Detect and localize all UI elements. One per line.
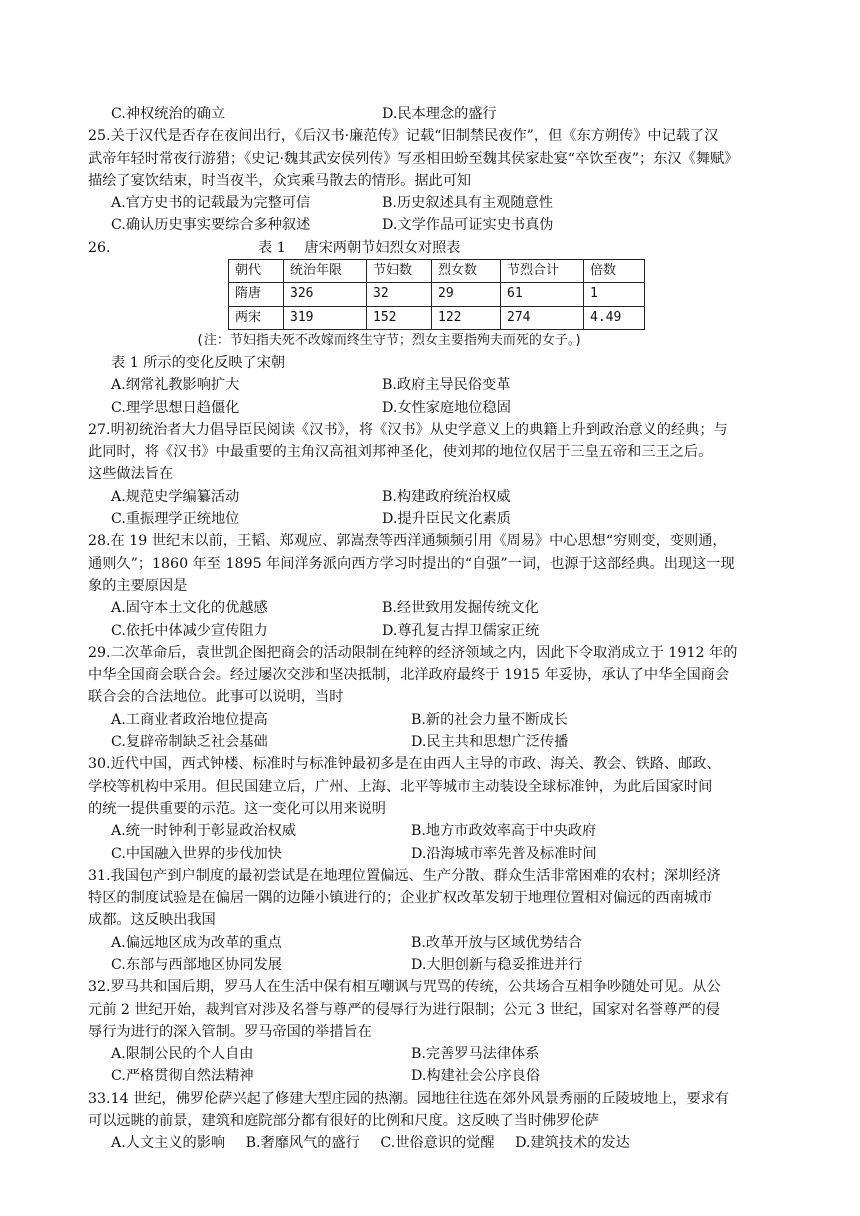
table-cell: 4.49 [584, 306, 645, 329]
q25-stem-line-3: 描绘了宴饮结束，时当夜半，众宾乘马散去的情形。据此可知 [88, 172, 472, 189]
q29-option-c[interactable]: C.复辟帝制缺乏社会基础 [111, 734, 268, 751]
q25-stem-line-1: 25.关于汉代是否存在夜间出行，《后汉书·廉范传》记载“旧制禁民夜作”，但《东方朔传》中记载了汉 [88, 128, 719, 145]
table-cell: 61 [501, 283, 584, 306]
question-31 [88, 865, 822, 976]
q25-option-b[interactable]: B.历史叙述具有主观随意性 [382, 195, 553, 212]
q25-option-d[interactable]: D.文学作品可证实史书真伪 [382, 217, 554, 234]
q25-option-a[interactable]: A.官方史书的记载最为完整可信 [111, 195, 311, 212]
q33-options [88, 1132, 822, 1154]
question-26 [88, 237, 822, 419]
table-cell: 两宋 [229, 306, 284, 329]
q27-stem-line-1: 27.明初统治者大力倡导臣民阅读《汉书》，将《汉书》从史学意义上的典籍上升到政治意义的经典；与 [88, 421, 728, 438]
table-header-row [229, 260, 645, 283]
table-header: 烈女数 [432, 260, 501, 283]
table-cell: 326 [284, 283, 367, 306]
q28-stem-line-3: 象的主要原因是 [88, 577, 188, 594]
question-32 [88, 976, 822, 1087]
q27-stem-line-2: 此同时，将《汉书》中最重要的主角汉高祖刘邦神圣化，使刘邦的地位仅居于三皇五帝和三王之后。 [88, 444, 713, 461]
q25-stem-line-2: 武帝年轻时常夜行游猎；《史记·魏其武安侯列传》写丞相田蚡至魏其侯家赴宴“卒饮至夜”；东汉《舞赋》 [88, 150, 739, 167]
table-caption: 表 1 唐宋两朝节妇烈女对照表 [258, 239, 461, 256]
q30-stem-line-1: 30.近代中国，西式钟楼、标准时与标准钟最初多是在由西人主导的市政、海关、教会、铁路、邮政、 [88, 756, 721, 773]
q30-option-c[interactable]: C.中国融入世界的步伐加快 [111, 845, 282, 862]
q32-stem-line-2: 元前 2 世纪开始，裁判官对涉及名誉与尊严的侵辱行为进行限制；公元 3 世纪，国家对名誉尊严的侵 [88, 1001, 720, 1018]
table-cell: 274 [501, 306, 584, 329]
q26-option-c[interactable]: C.理学思想日趋僵化 [111, 399, 240, 416]
table-cell: 152 [367, 306, 432, 329]
q31-stem-line-3: 成都。这反映出我国 [88, 912, 216, 929]
q24-options-cd [88, 103, 822, 125]
q32-option-d[interactable]: D.构建社会公序良俗 [411, 1068, 540, 1085]
q31-option-c[interactable]: C.东部与西部地区协同发展 [111, 956, 282, 973]
q26-option-a[interactable]: A.纲常礼教影响扩大 [111, 377, 240, 394]
q28-option-a[interactable]: A.固守本土文化的优越感 [111, 600, 268, 617]
q31-option-b[interactable]: B.改革开放与区域优势结合 [411, 934, 582, 951]
comparison-table [228, 259, 645, 330]
q32-stem-line-1: 32.罗马共和国后期，罗马人在生活中保有相互嘲讽与咒骂的传统，公共场合互相争吵随处可见。从公 [88, 979, 721, 996]
q32-option-c[interactable]: C.严格贯彻自然法精神 [111, 1068, 254, 1085]
table-note: (注：节妇指夫死不改嫁而终生守节；烈女主要指殉夫而死的女子。) [196, 332, 583, 348]
q27-option-a[interactable]: A.规范史学编纂活动 [111, 488, 240, 505]
table-row [229, 283, 645, 306]
q33-stem-line-2: 可以远眺的前景，建筑和庭院部分都有很好的比例和尺度。这反映了当时佛罗伦萨 [88, 1113, 599, 1130]
table-header: 节烈合计 [501, 260, 584, 283]
q33-option-b[interactable]: B.奢靡风气的盛行 [245, 1135, 360, 1152]
q29-stem-line-3: 联合会的合法地位。此事可以说明，当时 [88, 689, 344, 706]
table-cell: 122 [432, 306, 501, 329]
q28-stem-line-2: 通则久”；1860 年至 1895 年间洋务派向西方学习时提出的“自强”一词，也源于这部经典。出现这一现 [88, 555, 735, 572]
q30-option-b[interactable]: B.地方市政效率高于中央政府 [411, 823, 597, 840]
q31-stem-line-1: 31.我国包产到户制度的最初尝试是在地理位置偏远、生产分散、群众生活非常困难的农村；深圳经济 [88, 867, 721, 884]
q30-stem-line-2: 学校等机构中采用。但民国建立后，广州、上海、北平等城市主动装设全球标准钟，为此后国家时间 [88, 778, 713, 795]
q30-stem-line-3: 的统一提供重要的示范。这一变化可以用来说明 [88, 800, 386, 817]
q28-option-c[interactable]: C.依托中体减少宣传阻力 [111, 622, 268, 639]
question-30 [88, 753, 822, 864]
q29-option-d[interactable]: D.民主共和思想广泛传播 [411, 734, 569, 751]
q31-option-d[interactable]: D.大胆创新与稳妥推进并行 [411, 956, 583, 973]
q31-option-a[interactable]: A.偏远地区成为改革的重点 [111, 934, 282, 951]
question-27 [88, 419, 822, 530]
table-header: 统治年限 [284, 260, 367, 283]
q27-option-c[interactable]: C.重振理学正统地位 [111, 511, 240, 528]
q27-stem-line-3: 这些做法旨在 [88, 466, 174, 483]
q27-option-d[interactable]: D.提升臣民文化素质 [382, 511, 511, 528]
q25-option-c[interactable]: C.确认历史事实要综合多种叙述 [111, 217, 311, 234]
question-29 [88, 642, 822, 753]
table-cell: 隋唐 [229, 283, 284, 306]
table-cell: 1 [584, 283, 645, 306]
q28-option-d[interactable]: D.尊孔复古捍卫儒家正统 [382, 622, 540, 639]
q33-stem-line-1: 33.14 世纪，佛罗伦萨兴起了修建大型庄园的热潮。园地往往选在郊外风景秀丽的丘陵坡地上，要求有 [88, 1090, 730, 1107]
q33-option-c[interactable]: C.世俗意识的觉醒 [380, 1135, 495, 1152]
table-header: 节妇数 [367, 260, 432, 283]
q32-stem-line-3: 辱行为进行的深入管制。罗马帝国的举措旨在 [88, 1023, 372, 1040]
q26-option-d[interactable]: D.女性家庭地位稳固 [382, 399, 511, 416]
q29-stem-line-1: 29.二次革命后，袁世凯企图把商会的活动限制在纯粹的经济领域之内，因此下令取消成立于 1912 年的 [88, 644, 738, 661]
question-33 [88, 1088, 822, 1155]
q32-option-b[interactable]: B.完善罗马法律体系 [411, 1046, 540, 1063]
q26-number: 26. [88, 239, 111, 256]
question-25 [88, 125, 822, 236]
table-cell: 319 [284, 306, 367, 329]
q29-option-b[interactable]: B.新的社会力量不断成长 [411, 711, 568, 728]
question-28 [88, 530, 822, 641]
q33-option-d[interactable]: D.建筑技术的发达 [515, 1135, 630, 1152]
exam-page [88, 103, 822, 1155]
q24-option-c[interactable]: C.神权统治的确立 [111, 106, 226, 122]
q24-option-d[interactable]: D.民本理念的盛行 [382, 106, 497, 122]
table-cell: 32 [367, 283, 432, 306]
table-header: 倍数 [584, 260, 645, 283]
q29-stem-line-2: 中华全国商会联合会。经过屡次交涉和坚决抵制，北洋政府最终于 1915 年妥协，承认了中华全国商会 [88, 667, 730, 684]
q32-option-a[interactable]: A.限制公民的个人自由 [111, 1046, 254, 1063]
q26-stem: 表 1 所示的变化反映了宋朝 [111, 354, 286, 371]
q30-option-d[interactable]: D.沿海城市率先普及标准时间 [411, 845, 597, 862]
q26-option-b[interactable]: B.政府主导民俗变革 [382, 377, 511, 394]
q33-option-a[interactable]: A.人文主义的影响 [111, 1135, 226, 1152]
q28-stem-line-1: 28.在 19 世纪末以前，王韬、郑观应、郭嵩焘等西洋通频频引用《周易》中心思想“穷则变，变则通， [88, 533, 727, 550]
q30-option-a[interactable]: A.统一时钟利于彰显政治权威 [111, 823, 297, 840]
q28-option-b[interactable]: B.经世致用发掘传统文化 [382, 600, 539, 617]
q27-option-b[interactable]: B.构建政府统治权威 [382, 488, 511, 505]
q31-stem-line-2: 特区的制度试验是在偏居一隅的边陲小镇进行的；企业扩权改革发轫于地理位置相对偏远的西南城市 [88, 890, 713, 907]
q29-option-a[interactable]: A.工商业者政治地位提高 [111, 711, 268, 728]
table-header: 朝代 [229, 260, 284, 283]
table-row [229, 306, 645, 329]
table-cell: 29 [432, 283, 501, 306]
